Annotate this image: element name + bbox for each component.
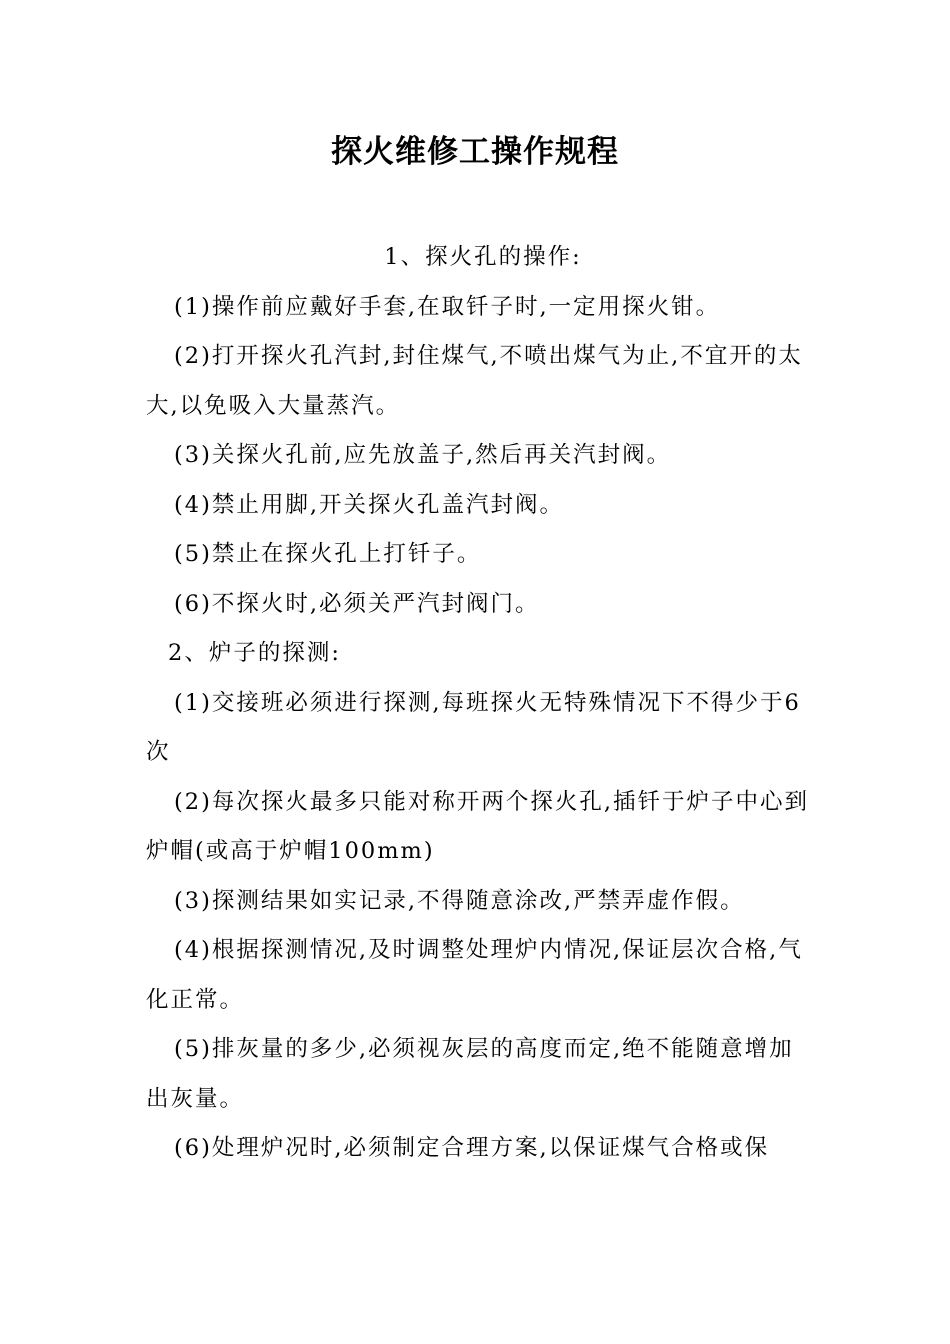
paragraph: (5)禁止在探火孔上打钎子。 bbox=[174, 541, 482, 567]
paragraph: (2)每次探火最多只能对称开两个探火孔,插钎于炉子中心到炉帽(或高于炉帽100mm) bbox=[146, 788, 810, 864]
paragraph: (6)不探火时,必须关严汽封阀门。 bbox=[174, 590, 540, 617]
paragraph: (3)关探火孔前,应先放盖子,然后再关汽封阀。 bbox=[174, 442, 672, 468]
paragraph: (3)探测结果如实记录,不得随意涂改,严禁弄虚作假。 bbox=[174, 887, 745, 914]
paragraph: (5)排灰量的多少,必须视灰层的高度而定,绝不能随意增加出灰量。 bbox=[146, 1036, 794, 1112]
section-heading-2: 2、炉子的探测: bbox=[168, 640, 341, 666]
paragraph: (4)禁止用脚,开关探火孔盖汽封阀。 bbox=[174, 491, 565, 518]
section-heading-1: 1、探火孔的操作: bbox=[384, 244, 582, 270]
paragraph: (1)操作前应戴好手套,在取钎子时,一定用探火钳。 bbox=[174, 293, 721, 320]
document-title: 探火维修工操作规程 bbox=[331, 134, 619, 170]
paragraph: (6)处理炉况时,必须制定合理方案,以保证煤气合格或保 bbox=[174, 1135, 770, 1161]
document-body bbox=[146, 233, 814, 1174]
paragraph: (4)根据探测情况,及时调整处理炉内情况,保证层次合格,气化正常。 bbox=[146, 937, 803, 1013]
paragraph: (1)交接班必须进行探测,每班探火无特殊情况下不得少于6次 bbox=[146, 689, 801, 765]
paragraph: (2)打开探火孔汽封,封住煤气,不喷出煤气为止,不宜开的太大,以免吸入大量蒸汽。 bbox=[146, 343, 803, 419]
